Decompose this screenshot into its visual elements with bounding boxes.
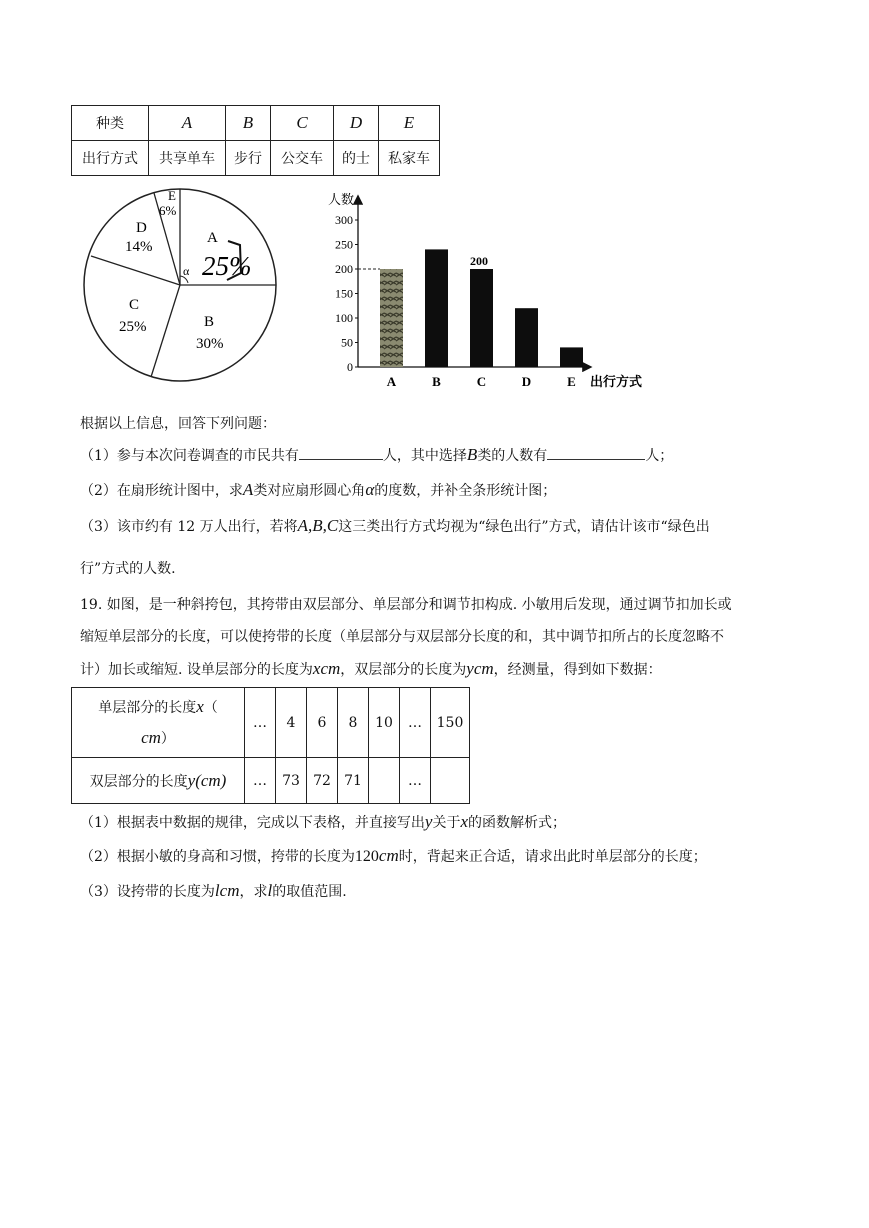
text-segment: 类的人数有 (477, 448, 548, 464)
table-header-cell: 种类 (72, 106, 149, 141)
text-segment: ，求 (239, 884, 268, 900)
pie-chart (80, 183, 280, 389)
q19-sub2 (80, 846, 707, 866)
table-cell: 步行 (226, 141, 271, 176)
table-cell: 73 (276, 758, 307, 804)
table-header-cell: A (149, 106, 226, 141)
text-segment: 计）加长或缩短. 设单层部分的长度为 (80, 662, 313, 678)
table-cell: … (400, 688, 431, 758)
q19-line1: 19. 如图，是一种斜挎包，其挎带由双层部分、单层部分和调节扣构成. 小敏用后发现，通过调节扣加长或 (80, 597, 732, 613)
bar-C (470, 269, 493, 367)
row-header (72, 758, 245, 804)
math-variable: y (424, 812, 433, 831)
pie-slice-pct: 6% (159, 203, 177, 218)
x-axis-label: 出行方式 (590, 374, 643, 389)
pie-slice-label: E (168, 188, 176, 203)
travel-type-table (71, 105, 440, 176)
math-variable: y (187, 770, 196, 790)
text-segment: ，经测量，得到如下数据： (493, 662, 662, 678)
q19-line2: 缩短单层部分的长度，可以使挎带的长度（单层部分与双层部分长度的和，其中调节扣所占的长度忽略不 (80, 629, 724, 645)
pie-slice-label: A (207, 230, 218, 246)
y-tick-label: 250 (335, 237, 353, 252)
table-header-cell: D (334, 106, 379, 141)
math-variable: xcm (312, 659, 341, 678)
bar-E (560, 347, 583, 367)
text-segment: （1）参与本次问卷调查的市民共有 (80, 448, 299, 464)
q18-part3 (80, 516, 710, 536)
table-cell (369, 758, 400, 804)
table-cell: 公交车 (271, 141, 334, 176)
text-segment: （2）根据小敏的身高和习惯，挎带的长度为 (80, 849, 355, 865)
y-tick-label: 100 (335, 311, 353, 325)
table-cell: 6 (307, 688, 338, 758)
text-segment: 关于 (432, 815, 461, 831)
x-tick-label: B (432, 374, 441, 389)
y-tick-label: 0 (347, 360, 353, 374)
table-cell: 71 (338, 758, 369, 804)
row-header-text: （ (203, 699, 218, 716)
table-header-cell: B (226, 106, 271, 141)
bar-chart (318, 183, 658, 395)
row-header-text: 单层部分的长度 (98, 699, 197, 716)
table-cell: 共享单车 (149, 141, 226, 176)
table-cell: 的士 (334, 141, 379, 176)
pie-slice-label: C (129, 297, 140, 313)
pie-slice-pct: 25% (202, 251, 252, 281)
y-axis-label: 人数 (328, 192, 355, 207)
math-unit: (cm) (195, 770, 227, 790)
q19-line3 (80, 659, 662, 679)
q18-part1 (80, 445, 673, 465)
text-segment: （2）在扇形统计图中，求 (80, 483, 243, 499)
table-cell: … (400, 758, 431, 804)
pie-slice-pct: 14% (125, 239, 153, 255)
math-variable: x (460, 812, 468, 831)
text-segment: 类对应扇形圆心角 (253, 483, 366, 499)
math-variable: lcm (214, 881, 240, 900)
y-tick-label: 50 (341, 335, 353, 350)
table-cell: 4 (276, 688, 307, 758)
text-segment: 的度数，并补全条形统计图； (374, 483, 557, 499)
text-segment: （1）根据表中数据的规律，完成以下表格，并直接写出 (80, 815, 425, 831)
math-unit: cm (378, 846, 399, 865)
strap-data-table (71, 687, 470, 804)
row-header-text: 双层部分的长度 (89, 773, 188, 790)
table-cell: 150 (431, 688, 470, 758)
x-tick-label: A (386, 374, 397, 389)
y-tick-label: 200 (335, 262, 353, 276)
pie-slice-label: D (136, 220, 147, 236)
math-variable: ycm (466, 659, 494, 678)
math-variable: B (466, 445, 478, 464)
text-segment: 这三类出行方式均视为“绿色出行”方式，请估计该市“绿色出 (338, 519, 710, 535)
math-variable: l (267, 881, 273, 900)
math-variable: x (196, 696, 204, 716)
pie-slice-pct: 30% (196, 336, 224, 352)
math-number: 120 (354, 848, 379, 865)
text-segment: 人，其中选择 (382, 448, 467, 464)
row-header-text: ） (160, 730, 175, 747)
text-segment: 的函数解析式； (468, 815, 566, 831)
bar-A (380, 269, 403, 367)
table-cell: 10 (369, 688, 400, 758)
angle-alpha-label: α (183, 264, 190, 278)
answer-blank (299, 445, 383, 460)
x-tick-label: E (567, 374, 576, 389)
q19-sub3 (80, 881, 347, 901)
table-cell (431, 758, 470, 804)
answer-blank (547, 445, 645, 460)
table-cell: … (245, 688, 276, 758)
math-variable: A (242, 480, 254, 499)
y-tick-label: 300 (335, 213, 353, 227)
pie-slice-label: B (204, 314, 215, 330)
math-variable: α (365, 480, 375, 499)
bar-B (425, 249, 448, 367)
x-tick-label: D (521, 374, 532, 389)
x-tick-label: C (476, 374, 487, 389)
text-segment: 的取值范围. (272, 884, 347, 900)
text-segment: ，双层部分的长度为 (340, 662, 467, 678)
bar-value-annotation: 200 (470, 254, 488, 268)
table-cell: … (245, 758, 276, 804)
table-header-cell: C (271, 106, 334, 141)
q18-intro: 根据以上信息，回答下列问题： (80, 416, 276, 432)
text-segment: （3）该市约有 12 万人出行，若将 (80, 519, 298, 535)
text-segment: 时，背起来正合适，请求出此时单层部分的长度； (398, 849, 707, 865)
q19-sub1 (80, 812, 566, 832)
table-cell: 私家车 (379, 141, 440, 176)
math-unit: cm (141, 727, 161, 747)
pie-slice-pct: 25% (119, 319, 147, 335)
text-segment: （3）设挎带的长度为 (80, 884, 215, 900)
q18-part3-cont: 行”方式的人数. (80, 561, 176, 577)
math-variable: A,B,C (297, 516, 339, 535)
y-tick-label: 150 (335, 286, 353, 301)
q18-part2 (80, 480, 556, 500)
table-cell: 8 (338, 688, 369, 758)
table-cell: 出行方式 (72, 141, 149, 176)
bar-D (515, 308, 538, 367)
text-segment: 人； (645, 448, 674, 464)
table-cell: 72 (307, 758, 338, 804)
row-header (72, 688, 245, 758)
table-header-cell: E (379, 106, 440, 141)
